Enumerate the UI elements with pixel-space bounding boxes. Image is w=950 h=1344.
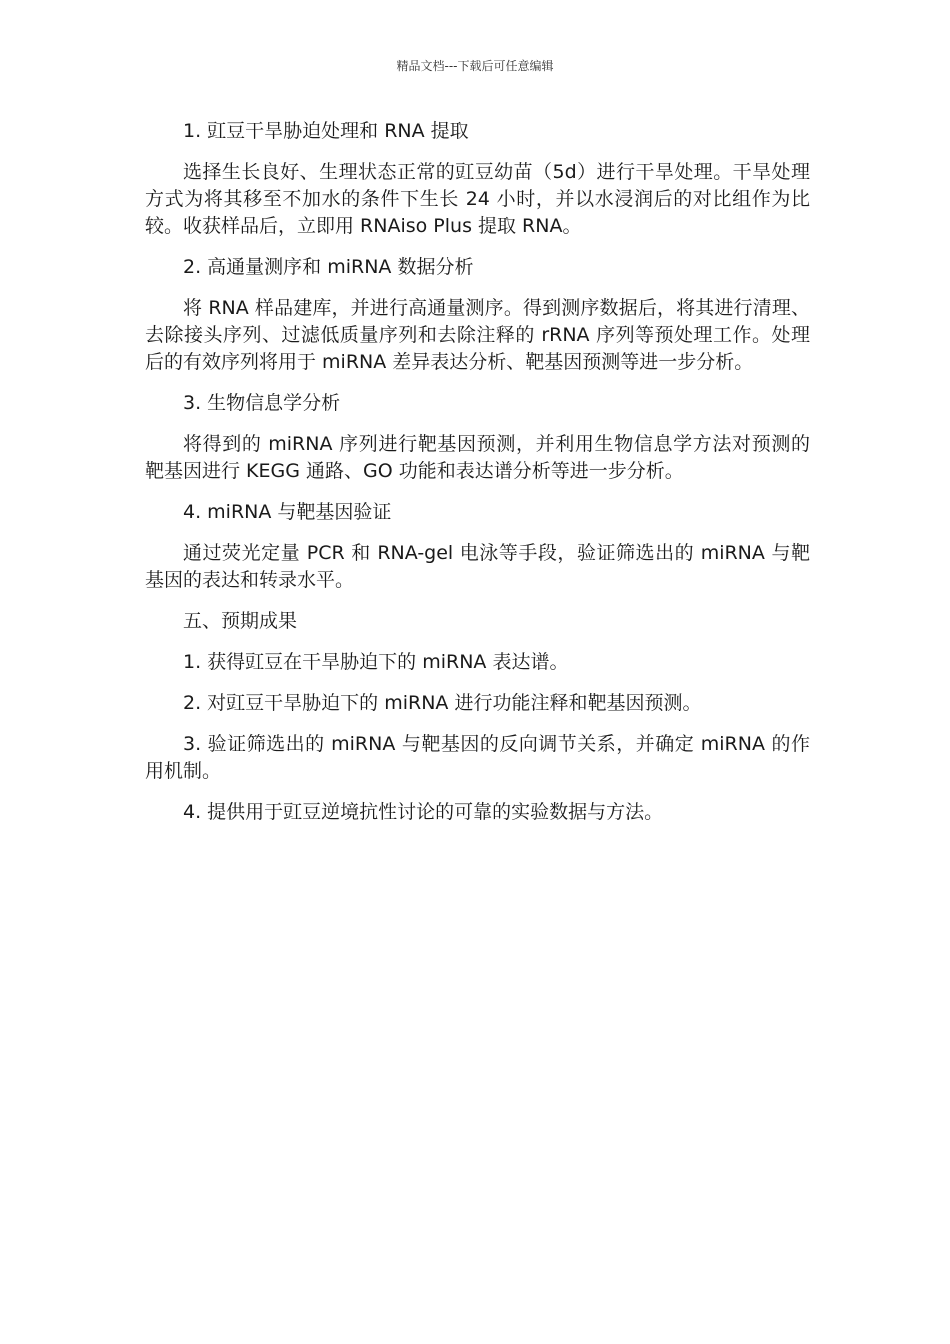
paragraph-validation: 通过荧光定量 PCR 和 RNA-gel 电泳等手段，验证筛选出的 miRNA 与靶基因的表达和转录水平。 — [145, 542, 810, 591]
section-heading-expected-results: 五、预期成果 — [183, 610, 298, 632]
section-heading-bioinformatics: 3. 生物信息学分析 — [183, 392, 341, 414]
paragraph-drought-treatment: 选择生长良好、生理状态正常的豇豆幼苗（5d）进行干旱处理。干旱处理方式为将其移至不加水的条件下生长 24 小时，并以水浸润后的对比组作为比较。收获样品后，立即用 RNAiso Plus 提取 RNA。 — [145, 161, 810, 237]
paragraph-bioinformatics: 将得到的 miRNA 序列进行靶基因预测，并利用生物信息学方法对预测的靶基因进行 KEGG 通路、GO 功能和表达谱分析等进一步分析。 — [145, 433, 810, 482]
list-item-result-3: 3. 验证筛选出的 miRNA 与靶基因的反向调节关系，并确定 miRNA 的作用机制。 — [145, 733, 810, 782]
section-heading-sequencing: 2. 高通量测序和 miRNA 数据分析 — [183, 256, 474, 278]
section-heading-drought-treatment: 1. 豇豆干旱胁迫处理和 RNA 提取 — [183, 120, 469, 142]
document-body — [145, 118, 810, 840]
list-item-result-2: 2. 对豇豆干旱胁迫下的 miRNA 进行功能注释和靶基因预测。 — [183, 692, 702, 714]
list-item-result-1: 1. 获得豇豆在干旱胁迫下的 miRNA 表达谱。 — [183, 651, 569, 673]
list-item-result-4: 4. 提供用于豇豆逆境抗性讨论的可靠的实验数据与方法。 — [183, 801, 664, 823]
section-heading-validation: 4. miRNA 与靶基因验证 — [183, 501, 392, 523]
paragraph-sequencing: 将 RNA 样品建库，并进行高通量测序。得到测序数据后，将其进行清理、去除接头序列、过滤低质量序列和去除注释的 rRNA 序列等预处理工作。处理后的有效序列将用于 miRNA 差异表达分析、靶基因预测等进一步分析。 — [145, 297, 810, 373]
page-header: 精品文档---下载后可任意编辑 — [396, 59, 554, 73]
